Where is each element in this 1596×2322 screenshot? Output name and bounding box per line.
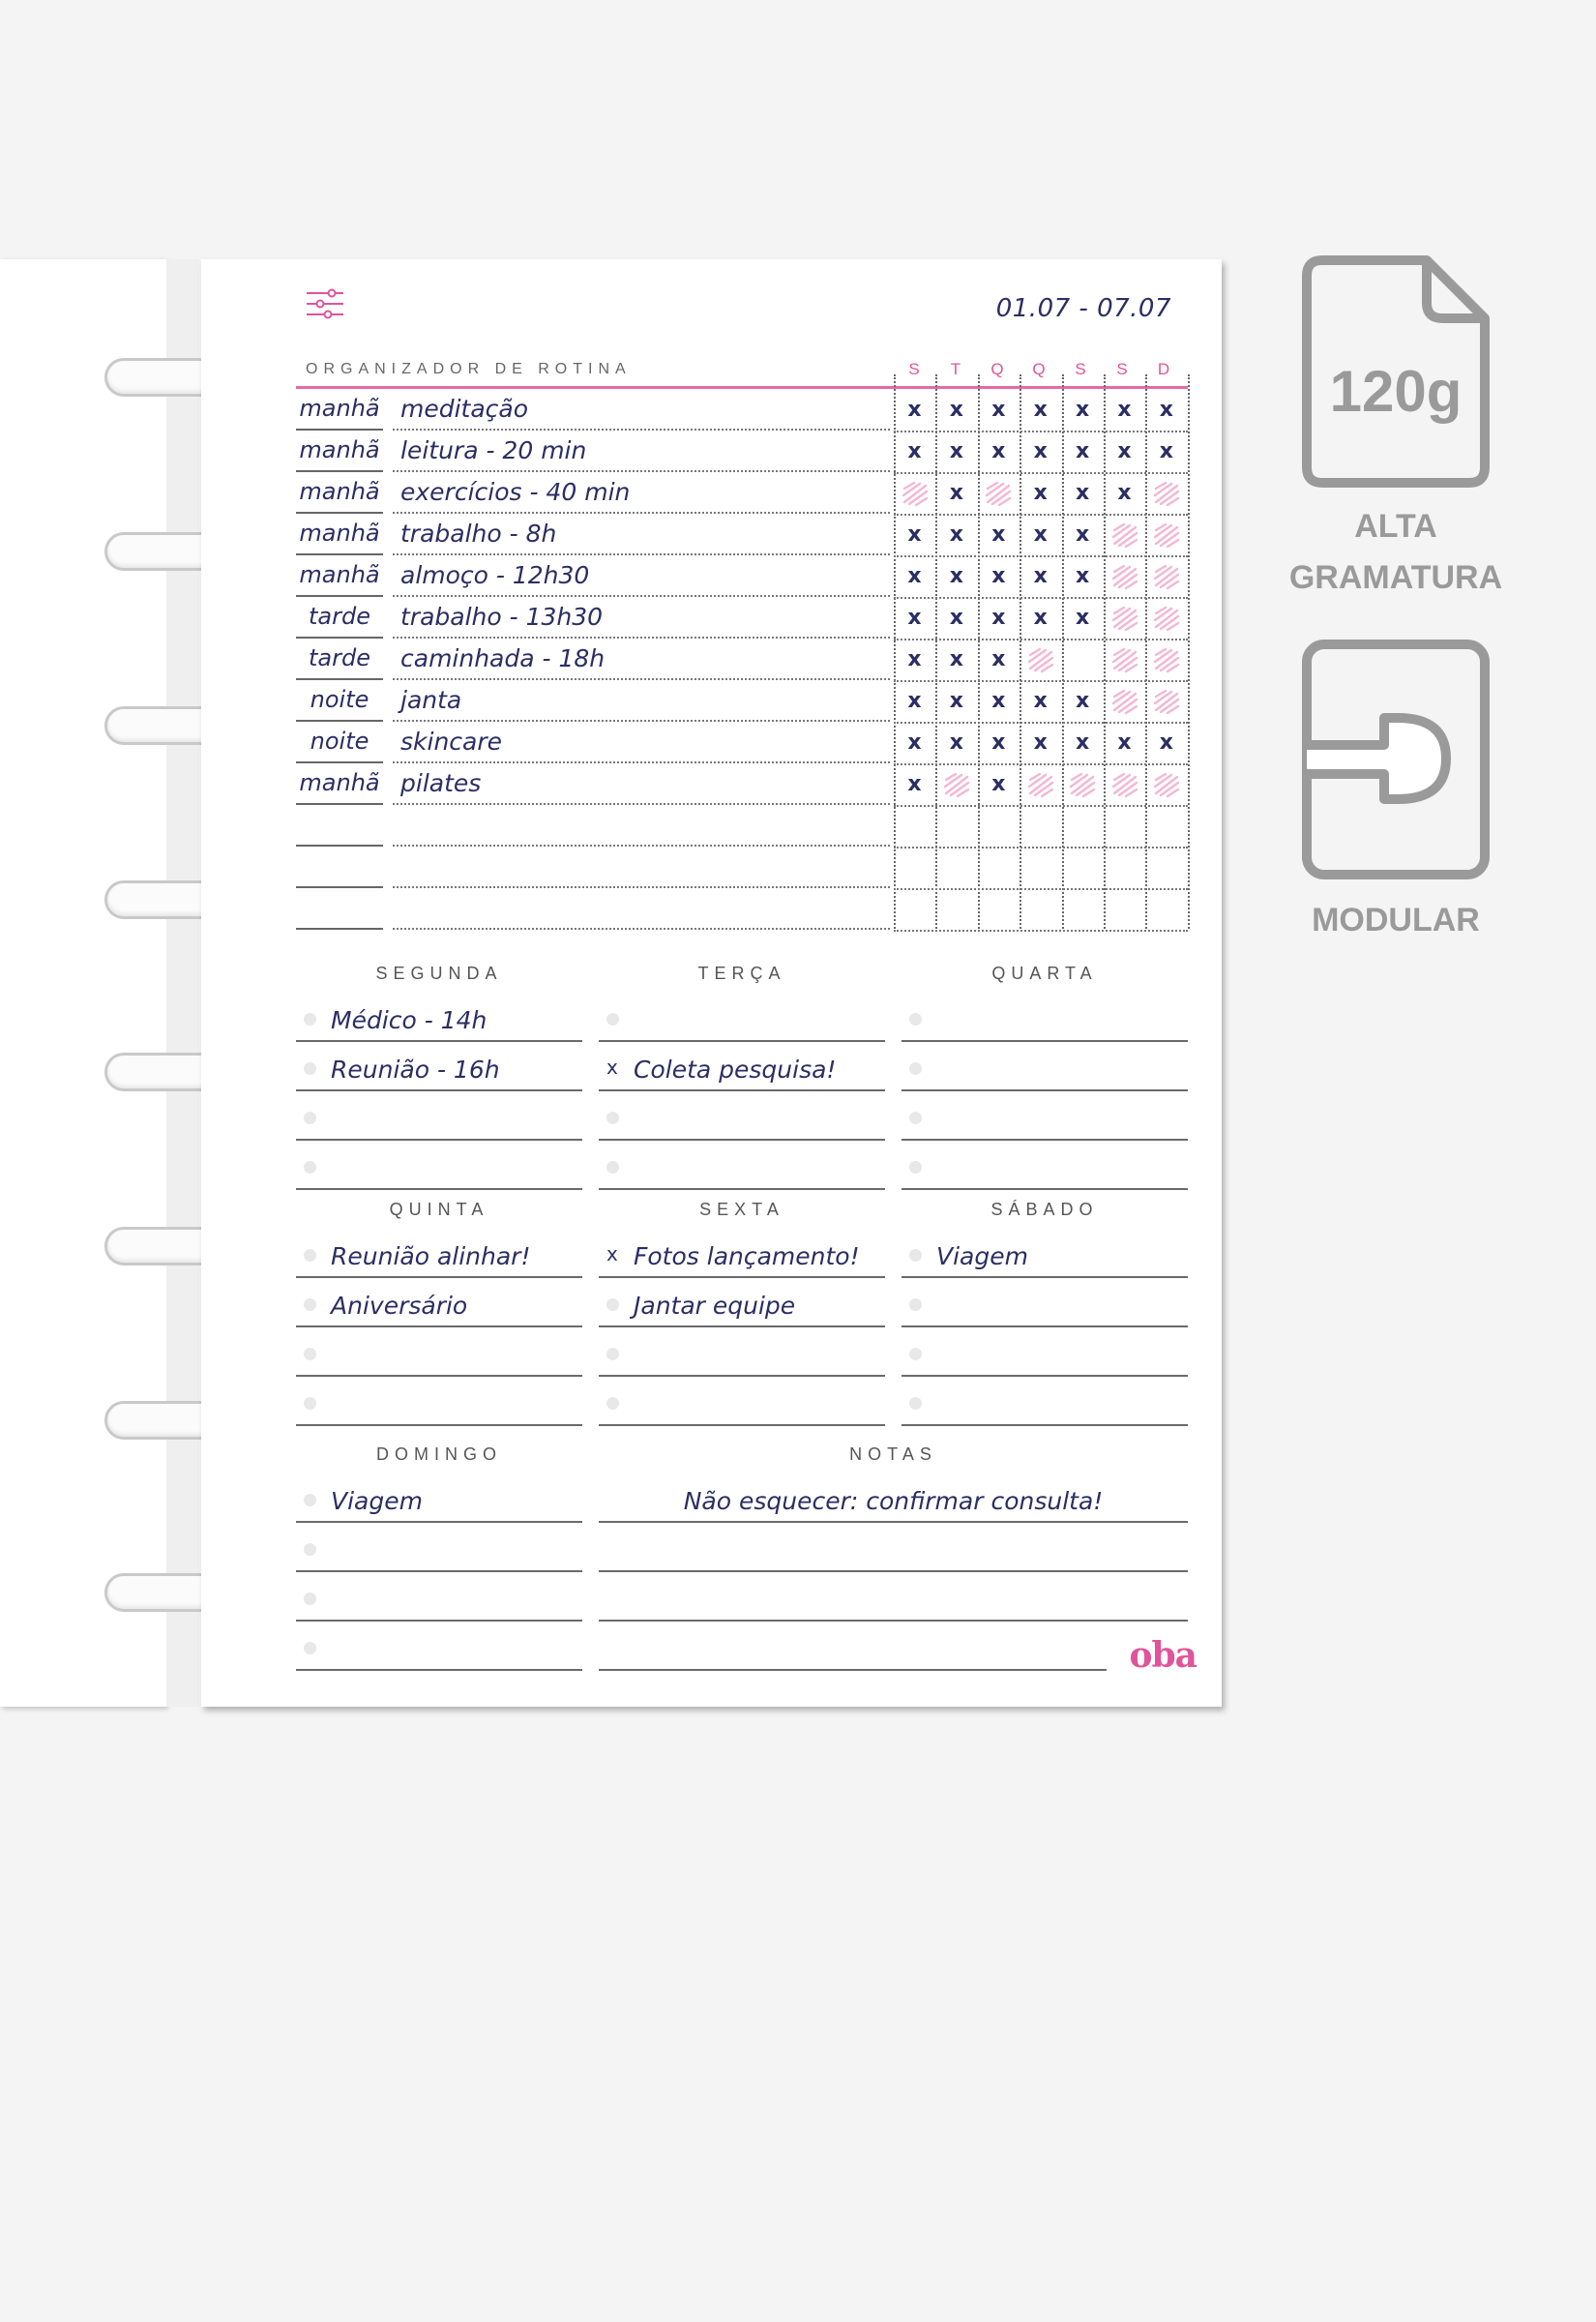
habit-empty-cell[interactable] [1104,847,1145,888]
day-header: T [950,360,962,378]
bullet-dot-icon [909,1112,922,1124]
habit-check-x-icon[interactable]: x [991,730,1006,755]
bullet-dot-icon [304,1642,316,1654]
habit-empty-cell[interactable] [894,847,935,888]
bullet-dot-icon [606,1013,619,1026]
habit-empty-cell[interactable] [894,888,935,930]
row-period: manhã [296,472,383,514]
day-header: S [1075,360,1087,378]
habit-check-x-icon[interactable]: x [1033,522,1048,547]
habit-check-x-icon[interactable]: x [907,398,922,422]
habit-check-x-icon[interactable]: x [1033,564,1048,588]
weight-value: 120g [1329,359,1463,424]
habit-empty-cell[interactable] [1020,888,1061,930]
bullet-dot-icon [304,1249,316,1262]
day-title: DOMINGO [376,1444,502,1464]
bullet-dot-icon [304,1112,316,1124]
habit-scribble-icon[interactable] [1145,763,1187,805]
habit-check-x-icon[interactable]: x [991,522,1006,547]
day-line-text: Médico - 14h [331,1006,488,1034]
habit-scribble-icon[interactable] [1104,555,1145,597]
habit-check-x-icon[interactable]: x [907,564,922,588]
habit-check-x-icon[interactable]: x [1159,730,1173,755]
habit-check-x-icon[interactable]: x [949,439,963,463]
habit-check-x-icon[interactable]: x [991,398,1006,422]
day-block-sabado [901,1200,1188,1426]
habit-scribble-icon[interactable] [1020,763,1061,805]
bullet-check-x-icon: x [606,1242,618,1265]
habit-check-x-icon[interactable]: x [1033,481,1048,505]
row-period: noite [296,722,383,763]
habit-check-x-icon[interactable]: x [949,730,963,755]
habit-check-x-icon[interactable]: x [991,564,1006,588]
habit-scribble-icon[interactable] [1145,555,1187,597]
habit-check-x-icon[interactable]: x [1159,398,1173,422]
day-line-text: Fotos lançamento! [634,1242,860,1270]
habit-empty-cell[interactable] [1062,805,1104,847]
habit-check-x-icon[interactable]: x [949,564,963,588]
day-title: QUINTA [389,1200,489,1219]
row-task: trabalho - 8h [393,514,890,555]
habit-empty-cell[interactable] [894,805,935,847]
bullet-dot-icon [304,1013,316,1026]
notes-block [599,1444,1188,1671]
habit-scribble-icon[interactable] [1145,597,1187,639]
day-title: SÁBADO [990,1200,1099,1219]
habit-empty-cell[interactable] [978,805,1020,847]
bullet-check-x-icon: x [606,1056,618,1079]
habit-empty-cell[interactable] [978,847,1020,888]
bullet-dot-icon [304,1593,316,1605]
row-period [296,805,383,847]
planner-page [201,259,1222,1707]
day-line[interactable] [296,1042,582,1091]
habit-check-x-icon[interactable]: x [1075,522,1090,547]
notes-line[interactable] [599,1474,1188,1523]
habit-check-x-icon[interactable]: x [991,439,1006,463]
day-line[interactable] [296,1377,582,1426]
habit-check-x-icon[interactable]: x [1075,689,1090,713]
day-line[interactable] [296,1141,582,1190]
day-line[interactable] [599,1141,885,1190]
row-task: meditação [393,389,890,431]
day-line-text: Coleta pesquisa! [634,1056,837,1084]
day-line[interactable] [296,1622,582,1671]
habit-check-x-icon[interactable]: x [1033,606,1048,630]
day-line[interactable] [296,993,582,1042]
day-header: S [1116,360,1129,378]
habit-scribble-icon[interactable] [1104,514,1145,555]
modular-label: MODULAR [1312,902,1480,938]
bullet-dot-icon [606,1161,619,1174]
day-line-text: Viagem [331,1487,423,1515]
habit-check-x-icon[interactable]: x [949,647,963,671]
habit-empty-cell[interactable] [1062,847,1104,888]
day-line[interactable] [599,1091,885,1141]
brand-logo: oba [1129,1635,1197,1676]
row-task: exercícios - 40 min [393,472,890,514]
bullet-dot-icon [304,1494,316,1506]
habit-empty-cell[interactable] [935,847,977,888]
day-line-text: Reunião alinhar! [331,1242,531,1270]
filter-sliders-icon [307,288,343,319]
row-period: tarde [296,639,383,680]
habit-scribble-icon[interactable] [1020,639,1061,680]
modular-document-icon [1301,639,1491,880]
habit-scribble-icon[interactable] [1145,680,1187,722]
habit-scribble-icon[interactable] [1104,763,1145,805]
row-task: janta [393,680,890,722]
notes-line[interactable] [599,1622,1107,1671]
habit-check-x-icon[interactable]: x [1033,439,1048,463]
day-line[interactable] [296,1523,582,1572]
habit-check-x-icon[interactable]: x [1159,439,1173,463]
day-line[interactable] [296,1091,582,1141]
day-header: Q [990,360,1005,378]
bullet-dot-icon [909,1161,922,1174]
bullet-dot-icon [606,1397,619,1410]
notes-line[interactable] [599,1572,1188,1622]
day-line[interactable] [599,1278,885,1327]
habit-check-x-icon[interactable]: x [907,689,922,713]
row-task: almoço - 12h30 [393,555,890,597]
habit-empty-cell[interactable] [1145,847,1187,888]
habit-check-x-icon[interactable]: x [907,606,922,630]
notes-title: NOTAS [849,1444,937,1464]
day-block-segunda [296,964,582,1190]
day-line[interactable] [901,1042,1188,1091]
row-period: manhã [296,514,383,555]
day-line[interactable] [599,993,885,1042]
habit-check-x-icon[interactable]: x [1117,730,1132,755]
habit-check-x-icon[interactable]: x [1033,730,1048,755]
day-line[interactable] [296,1229,582,1278]
row-period: manhã [296,763,383,805]
row-task [393,847,890,888]
day-line[interactable] [901,1141,1188,1190]
bullet-dot-icon [304,1298,316,1311]
habit-empty-cell[interactable] [1145,888,1187,930]
bullet-dot-icon [304,1062,316,1075]
bullet-dot-icon [606,1112,619,1124]
day-header: D [1157,360,1171,378]
habit-check-x-icon[interactable]: x [991,647,1006,671]
habit-check-x-icon[interactable]: x [1075,730,1090,755]
habit-check-x-icon[interactable]: x [991,606,1006,630]
day-line-text: Jantar equipe [634,1292,796,1320]
binder-spine [166,259,199,1707]
habit-check-x-icon[interactable]: x [949,398,963,422]
row-task [393,888,890,930]
day-title: TERÇA [697,964,786,983]
habit-empty-cell[interactable] [1104,805,1145,847]
row-task: leitura - 20 min [393,431,890,472]
habit-scribble-icon[interactable] [1062,763,1104,805]
day-line[interactable] [901,1229,1188,1278]
habit-check-x-icon[interactable]: x [1033,689,1048,713]
habit-check-x-icon[interactable]: x [1117,481,1132,505]
day-line[interactable] [296,1278,582,1327]
habit-check-x-icon[interactable]: x [1117,398,1132,422]
day-line[interactable] [599,1229,885,1278]
habit-scribble-icon[interactable] [1145,514,1187,555]
bullet-dot-icon [304,1543,316,1556]
bullet-dot-icon [909,1062,922,1075]
day-title: SEGUNDA [375,964,503,983]
bullet-dot-icon [909,1397,922,1410]
habit-scribble-icon[interactable] [1104,680,1145,722]
day-header: S [908,360,921,378]
day-title: SEXTA [699,1200,784,1219]
habit-empty-cell[interactable] [1104,888,1145,930]
bullet-dot-icon [909,1013,922,1026]
habit-empty-cell[interactable] [1145,805,1187,847]
habit-check-x-icon[interactable]: x [907,647,922,671]
day-block-terca [599,964,885,1190]
habit-check-x-icon[interactable]: x [1075,606,1090,630]
bullet-dot-icon [304,1161,316,1174]
bullet-dot-icon [606,1348,619,1360]
row-period [296,847,383,888]
row-task: trabalho - 13h30 [393,597,890,639]
habit-check-x-icon[interactable]: x [1033,398,1048,422]
day-line[interactable] [296,1474,582,1523]
day-title: QUARTA [991,964,1098,983]
day-line-text: Reunião - 16h [331,1056,500,1084]
habit-tracker-grid [894,389,1188,929]
day-line[interactable] [901,1091,1188,1141]
notes-line-text: Não esquecer: confirmar consulta! [683,1487,1104,1515]
habit-scribble-icon[interactable] [1145,639,1187,680]
row-period: manhã [296,389,383,431]
habit-check-x-icon[interactable]: x [991,772,1006,796]
habit-check-x-icon[interactable]: x [949,606,963,630]
bullet-dot-icon [304,1348,316,1360]
bullet-dot-icon [909,1348,922,1360]
habit-check-x-icon[interactable]: x [949,522,963,547]
previous-page [0,259,166,1707]
habit-check-x-icon[interactable]: x [949,689,963,713]
habit-check-x-icon[interactable]: x [907,522,922,547]
day-line-text: Aniversário [331,1292,468,1320]
row-period: noite [296,680,383,722]
habit-check-x-icon[interactable]: x [907,772,922,796]
row-task: skincare [393,722,890,763]
bullet-dot-icon [909,1298,922,1311]
grid-row-line [894,930,1188,932]
day-line[interactable] [296,1572,582,1622]
day-line-text: Viagem [936,1242,1028,1270]
habit-empty-cell[interactable] [1020,847,1061,888]
day-line[interactable] [599,1042,885,1091]
day-block-quinta [296,1200,582,1426]
day-block-quarta [901,964,1188,1190]
habit-check-x-icon[interactable]: x [991,689,1006,713]
grid-column-line [1188,374,1190,929]
weight-label-line1: ALTA [1354,508,1437,545]
habit-check-x-icon[interactable]: x [1117,439,1132,463]
day-block-sexta [599,1200,885,1426]
day-line[interactable] [901,993,1188,1042]
habit-check-x-icon[interactable]: x [1075,398,1090,422]
day-header: Q [1032,360,1047,378]
day-line[interactable] [599,1377,885,1426]
habit-empty-cell[interactable] [1020,805,1061,847]
row-period [296,888,383,930]
bullet-dot-icon [909,1249,922,1262]
week-date-range: 01.07 - 07.07 [995,294,1171,323]
habit-check-x-icon[interactable]: x [1075,439,1090,463]
habit-scribble-icon[interactable] [1145,472,1187,514]
habit-check-x-icon[interactable]: x [907,730,922,755]
weight-label-line2: GRAMATURA [1288,559,1503,596]
habit-scribble-icon[interactable] [1104,639,1145,680]
habit-empty-cell[interactable] [935,805,977,847]
bullet-dot-icon [304,1397,316,1410]
row-task: pilates [393,763,890,805]
row-task: caminhada - 18h [393,639,890,680]
habit-check-x-icon[interactable]: x [1075,564,1090,588]
day-line[interactable] [901,1377,1188,1426]
routine-title: ORGANIZADOR DE ROTINA [306,361,632,377]
habit-empty-cell[interactable] [1062,639,1104,680]
habit-scribble-icon[interactable] [1104,597,1145,639]
day-line[interactable] [901,1278,1188,1327]
row-period: manhã [296,431,383,472]
habit-empty-cell[interactable] [978,888,1020,930]
row-task [393,805,890,847]
habit-check-x-icon[interactable]: x [949,481,963,505]
notes-line[interactable] [599,1523,1188,1572]
row-period: manhã [296,555,383,597]
habit-scribble-icon[interactable] [978,472,1020,514]
habit-check-x-icon[interactable]: x [907,439,922,463]
habit-empty-cell[interactable] [935,888,977,930]
day-block-domingo [296,1444,582,1671]
day-line[interactable] [296,1327,582,1377]
habit-scribble-icon[interactable] [935,763,977,805]
day-line[interactable] [901,1327,1188,1377]
bullet-dot-icon [606,1298,619,1311]
day-line[interactable] [599,1327,885,1377]
habit-empty-cell[interactable] [1062,888,1104,930]
row-period: tarde [296,597,383,639]
habit-check-x-icon[interactable]: x [1075,481,1090,505]
habit-scribble-icon[interactable] [894,472,935,514]
